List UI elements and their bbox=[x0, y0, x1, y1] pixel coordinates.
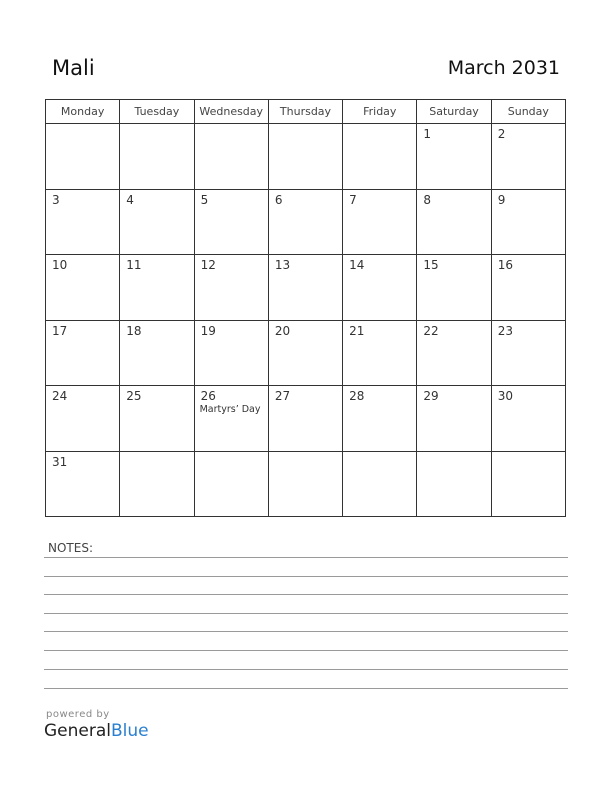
day-cell[interactable] bbox=[269, 255, 343, 321]
day-number: 26 bbox=[200, 389, 216, 403]
day-number: 25 bbox=[126, 389, 142, 403]
day-number: 29 bbox=[423, 389, 439, 403]
day-number: 14 bbox=[349, 258, 365, 272]
brand-name-blue: Blue bbox=[111, 721, 149, 741]
day-cell[interactable] bbox=[195, 321, 269, 387]
brand-logo[interactable] bbox=[44, 721, 149, 741]
day-cell[interactable] bbox=[492, 190, 566, 256]
week-row bbox=[46, 124, 566, 190]
day-cell[interactable] bbox=[195, 255, 269, 321]
weekday-header bbox=[46, 100, 566, 124]
month-title: March 2031 bbox=[447, 57, 560, 79]
day-cell[interactable] bbox=[120, 255, 194, 321]
note-line bbox=[44, 557, 568, 558]
weekday-thursday: Thursday bbox=[269, 100, 343, 124]
day-number: 30 bbox=[497, 389, 513, 403]
day-cell[interactable] bbox=[120, 321, 194, 387]
week-row bbox=[46, 190, 566, 256]
day-cell[interactable] bbox=[417, 124, 491, 190]
day-number: 18 bbox=[126, 323, 142, 338]
weekday-sunday: Sunday bbox=[492, 100, 566, 124]
day-cell[interactable] bbox=[343, 386, 417, 452]
note-line bbox=[44, 688, 568, 689]
day-cell[interactable] bbox=[46, 386, 120, 452]
day-cell[interactable] bbox=[417, 386, 491, 452]
weekday-wednesday: Wednesday bbox=[195, 100, 269, 124]
day-number: 6 bbox=[274, 192, 283, 207]
day-cell[interactable] bbox=[46, 321, 120, 387]
day-number: 10 bbox=[52, 258, 68, 272]
day-cell[interactable] bbox=[120, 190, 194, 256]
day-cell[interactable] bbox=[195, 452, 269, 518]
weekday-tuesday: Tuesday bbox=[120, 100, 194, 124]
note-line bbox=[44, 631, 568, 632]
day-number: 1 bbox=[423, 127, 432, 141]
day-number: 23 bbox=[497, 323, 513, 338]
day-cell[interactable] bbox=[343, 190, 417, 256]
day-number: 12 bbox=[200, 258, 216, 272]
calendar-grid bbox=[45, 99, 566, 517]
day-cell[interactable] bbox=[492, 321, 566, 387]
day-number: 13 bbox=[274, 258, 291, 272]
day-number: 2 bbox=[497, 127, 506, 141]
day-cell[interactable] bbox=[120, 452, 194, 518]
day-cell[interactable] bbox=[417, 452, 491, 518]
day-cell[interactable] bbox=[269, 190, 343, 256]
week-row bbox=[46, 255, 566, 321]
note-line bbox=[44, 650, 568, 651]
day-cell[interactable] bbox=[195, 386, 269, 452]
day-cell[interactable] bbox=[120, 386, 194, 452]
day-number: 28 bbox=[349, 389, 365, 403]
day-cell[interactable] bbox=[269, 124, 343, 190]
day-cell[interactable] bbox=[46, 452, 120, 518]
weekday-monday: Monday bbox=[46, 100, 120, 124]
note-line bbox=[44, 576, 568, 577]
day-cell[interactable] bbox=[492, 386, 566, 452]
day-cell[interactable] bbox=[269, 386, 343, 452]
day-cell[interactable] bbox=[492, 124, 566, 190]
note-line bbox=[44, 594, 568, 595]
week-row bbox=[46, 321, 566, 387]
day-number: 4 bbox=[126, 192, 134, 207]
day-number: 27 bbox=[274, 389, 291, 403]
day-number: 7 bbox=[349, 192, 357, 207]
note-line bbox=[44, 669, 568, 670]
day-cell[interactable] bbox=[269, 452, 343, 518]
day-number: 19 bbox=[200, 323, 216, 338]
day-cell[interactable] bbox=[195, 190, 269, 256]
day-number: 24 bbox=[52, 389, 68, 403]
weekday-friday: Friday bbox=[343, 100, 417, 124]
day-number: 15 bbox=[423, 258, 439, 272]
day-cell[interactable] bbox=[492, 255, 566, 321]
day-number: 5 bbox=[200, 192, 209, 207]
week-row bbox=[46, 386, 566, 452]
day-cell[interactable] bbox=[343, 321, 417, 387]
day-cell[interactable] bbox=[269, 321, 343, 387]
day-cell[interactable] bbox=[343, 124, 417, 190]
day-number: 11 bbox=[126, 258, 142, 272]
brand-name-general: General bbox=[44, 721, 111, 741]
day-number: 3 bbox=[52, 192, 60, 207]
day-cell[interactable] bbox=[417, 321, 491, 387]
day-cell[interactable] bbox=[343, 255, 417, 321]
day-cell[interactable] bbox=[343, 452, 417, 518]
day-cell[interactable] bbox=[417, 190, 491, 256]
day-cell[interactable] bbox=[46, 124, 120, 190]
week-row bbox=[46, 452, 566, 518]
country-title: Mali bbox=[52, 56, 95, 80]
weekday-saturday: Saturday bbox=[417, 100, 491, 124]
day-number: 9 bbox=[497, 192, 506, 207]
day-number: 22 bbox=[423, 323, 439, 338]
holiday-label: Martyrs’ Day bbox=[199, 404, 261, 415]
day-number: 8 bbox=[423, 192, 432, 207]
notes-label: NOTES: bbox=[48, 541, 93, 555]
day-number: 21 bbox=[349, 323, 365, 338]
day-number: 17 bbox=[52, 323, 68, 338]
day-cell[interactable] bbox=[417, 255, 491, 321]
day-number: 16 bbox=[497, 258, 513, 272]
day-number: 20 bbox=[274, 323, 291, 338]
day-cell[interactable] bbox=[195, 124, 269, 190]
note-line bbox=[44, 613, 568, 614]
day-cell[interactable] bbox=[492, 452, 566, 518]
day-cell[interactable] bbox=[120, 124, 194, 190]
day-cell[interactable] bbox=[46, 255, 120, 321]
day-cell[interactable] bbox=[46, 190, 120, 256]
powered-by-text: powered by bbox=[46, 709, 110, 720]
day-number: 31 bbox=[52, 454, 68, 469]
